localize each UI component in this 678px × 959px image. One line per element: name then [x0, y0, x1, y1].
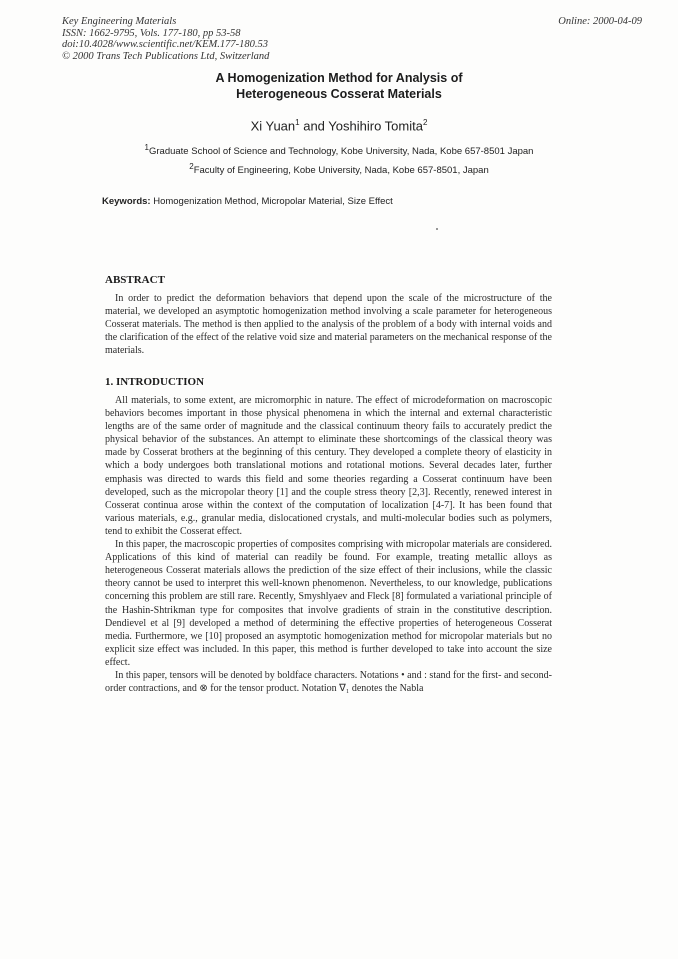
- copyright-line: © 2000 Trans Tech Publications Ltd, Switzerland: [62, 50, 270, 62]
- affiliation-2-text: Faculty of Engineering, Kobe University, Nada, Kobe 657-8501, Japan: [193, 165, 489, 177]
- author-list: [0, 118, 678, 133]
- keywords-text: Homogenization Method, Micropolar Material, Size Effect: [153, 196, 393, 207]
- title-line-1: A Homogenization Method for Analysis of: [215, 71, 463, 85]
- affiliation-2-mark: 2: [189, 162, 194, 171]
- affiliation-2: [0, 162, 678, 176]
- journal-name: Key Engineering Materials: [62, 16, 177, 27]
- author-2: Yoshihiro Tomita: [328, 118, 423, 134]
- scan-speck: [436, 228, 438, 230]
- introduction-heading: 1. INTRODUCTION: [105, 376, 205, 388]
- affiliation-1-mark: 1: [144, 143, 149, 152]
- doi-line: doi:10.4028/www.scientific.net/KEM.177-180.53: [62, 39, 268, 50]
- abstract-paragraph: In order to predict the deformation behaviors that depend upon the scale of the microstructure of the material, we developed an asymptotic homogenization method involving a scale parameter for heterogeneous Cosserat materials. The method is then applied to the analysis of the problem of a body with internal voids and the clarification of the effect of the relative void size and material parameters on the mechanical response of the materials.: [105, 293, 552, 357]
- intro-paragraph-1: All materials, to some extent, are micromorphic in nature. The effect of microdeformation on macroscopic behaviors becomes important in those physical phenomena in which the internal and external characteristic lengths are of the same order of magnitude and the classical continuum theory fails to accurately predict the physical behavior of the substances. An attempt to eliminate these shortcomings of the classical theory was made by Cosserat brothers at the beginning of this century. They developed a complete theory of elasticity in which a body undergoes both translational motions and rotational motions. Several decades later, further emphasis was directed to wards this field and some theories regarding a Cosserat continuum have been developed, such as the micropolar theory [1] and the couple stress theory [2,3]. Recently, renewed interest in Cosserat continua arose within the context of the computation of localization [4-7]. It has been found that various materials, e.g., granular media, dislocationed crystals, and multi-molecular bodies such as polymers, tend to exhibit the Cosserat effect.: [105, 395, 552, 537]
- author-separator: and: [299, 118, 329, 134]
- paper-title: [0, 70, 678, 102]
- author-1: Xi Yuan: [250, 118, 296, 134]
- keywords-label: Keywords:: [102, 196, 151, 207]
- intro-paragraph-3: In this paper, tensors will be denoted by boldface characters. Notations • and : stand for the first- and second-order contractions, and ⊗ for the tensor product. Notation ∇₁ denotes the Nabla: [105, 669, 552, 695]
- keywords-line: [102, 196, 393, 207]
- affiliation-1-text: Graduate School of Science and Technology, Kobe University, Nada, Kobe 657-8501 Japan: [148, 146, 534, 158]
- introduction-body: [105, 394, 552, 695]
- online-date: Online: 2000-04-09: [558, 16, 642, 27]
- abstract-body: [105, 292, 552, 357]
- affiliation-1: [0, 143, 678, 157]
- author-1-affil-mark: 1: [295, 118, 300, 127]
- author-2-affil-mark: 2: [422, 118, 428, 127]
- abstract-heading: ABSTRACT: [105, 274, 165, 286]
- title-line-2: Heterogeneous Cosserat Materials: [236, 87, 442, 101]
- issn-line: ISSN: 1662-9795, Vols. 177-180, pp 53-58: [62, 27, 241, 39]
- journal-header: [62, 16, 269, 62]
- intro-paragraph-2: In this paper, the macroscopic properties of composites comprising with micropolar materials are considered. Applications of this kind of material can readily be found. For example, treating metallic alloys as heterogeneous Cosserat materials allows the prediction of the size effect of their inclusions, while the classic theory cannot be used to interpret this well-known phenomenon. Nevertheless, to our knowledge, publications concerning this problem are still rare. Recently, Smyshlyaev and Fleck [8] formulated a variational principle of the Hashin-Shtrikman type for composites that involve gradients of strain in the constitutive description. Dendievel et al [9] developed a method of determining the effective properties of heterogeneous Cosserat media. Furthermore, we [10] proposed an asymptotic homogenization method for micropolar materials but no explicit size effect was included. In this paper, this method is further developed to take into account the size effect.: [105, 539, 552, 668]
